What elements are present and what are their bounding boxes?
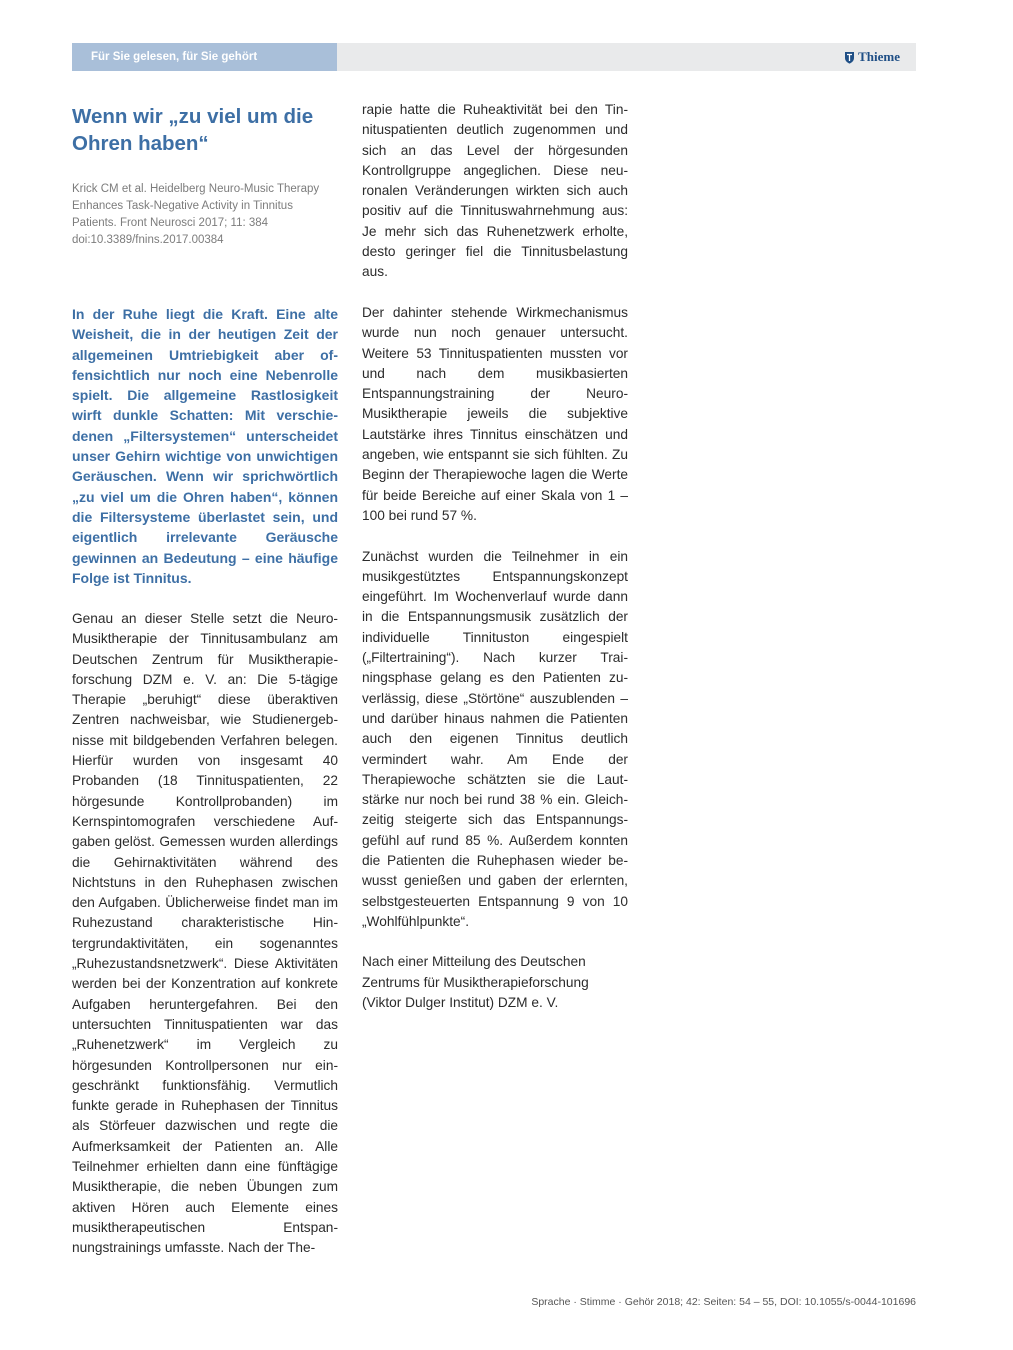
brand-name: Thieme [858, 49, 900, 64]
body-paragraph-2: Der dahinter stehende Wirkmechanismus wurde nun noch genauer untersucht. Weitere 53 Tinnituspatienten mussten vor und nach dem musikbasierten Entspannungstraining der Neuro-Musiktherapie jeweils die subjektive Lautstärke ihres Tinnitus einschätzen und angeben, wie entspannt sie sich fühlten. Zu Beginn der Therapiewoche lagen die Werte für beide Bereiche auf einer Skala von 1 – 100 bei rund 57 %. [362, 304, 628, 523]
publisher-brand [844, 43, 900, 71]
body-paragraph-1-continued: rapie hatte die Ruheaktivität bei den Tinnituspatienten deutlich zugenommen und sich an das Level der hörgesunden Kontrollgruppe angeglichen. Diese neuronalen Veränderungen wirkten sich auch positiv auf die Tinnituswahrnehmung aus: Je mehr sich das Ruhenetzwerk erholte, desto geringer fiel die Tinnitusbelastung aus. [362, 102, 628, 280]
footer-citation: Sprache · Stimme · Gehör 2018; 42: Seiten: 54 – 55, DOI: 10.1055/s-0044-101696 [531, 1296, 916, 1308]
source-note: Nach einer Mitteilung des Deutschen Zentrums für Musiktherapieforschung (Viktor Dulger Institut) DZM e. V. [362, 954, 589, 1011]
article-heading-block [72, 103, 338, 249]
article-lead: In der Ruhe liegt die Kraft. Eine alte Weisheit, die in der heutigen Zeit der allgemeinen Umtriebigkeit aber offensichtlich nur noch eine Nebenrolle spielt. Die allgemeine Rastlosigkeit wirft dunkle Schatten: Mit verschiedenen „Filtersystemen“ unterscheidet unser Gehirn wichtige von unwichtigen Geräuschen. Wenn wir sprichwörtlich „zu viel um die Ohren haben“, können die Filtersysteme überlastet sein, und eigentlich irrelevante Geräusche gewinnen an Bedeutung – eine häufige Folge ist Tinnitus. [72, 306, 338, 586]
article-citation: Krick CM et al. Heidelberg Neuro-Music Therapy Enhances Task-Negative Activity in Tinnitus Patients. Front Neurosci 2017; 11: 384 doi:10.3389/fnins.2017.00384 [72, 183, 320, 246]
article-title: Wenn wir „zu viel um die Ohren haben“ [72, 105, 314, 155]
section-label: Für Sie gelesen, für Sie gehört [72, 43, 337, 71]
body-paragraph-3: Zunächst wurden die Teilnehmer in ein musikgestütztes Entspannungskonzept eingeführt. Im Wochenverlauf wurde dann in die Entspannungsmusik zusätzlich der individuelle Tinnituston eingespielt („Filtertraining“). Nach kurzer Trainingsphase gelang es den Patienten zuverlässig, diese „Störtöne“ auszublenden – und darüber hinaus nahmen die Patienten auch den eigenen Tinnitus deutlich vermindert wahr. Am Ende der Therapiewoche schätzten sie die Lautstärke nur noch bei rund 38 % ein. Gleichzeitig steigerte sich das Entspannungsgefühl auf rund 85 %. Außerdem konnten die Patienten die Ruhephasen wieder bewusst genießen und gaben der erlernten, selbstgesteuerten Entspannung 9 von 10 „Wohlfühlpunkte“. [362, 548, 628, 929]
body-paragraph-1: Genau an dieser Stelle setzt die Neuro-Musiktherapie der Tinnitusambulanz am Deutschen Zentrum für Musiktherapieforschung DZM e. V. an: Die 5-tägige Therapie „beruhigt“ diese überaktiven Zentren nachweisbar, wie Studienergebnisse mit bildgebenden Verfahren belegen. Hierfür wurden von insgesamt 40 Probanden (18 Tinnituspatienten, 22 hörgesunde Kontrollprobanden) im Kernspintomografen verschiedene Aufgaben gelöst. Gemessen wurden allerdings die Gehirnaktivitäten während des Nichtstuns in den Ruhephasen zwischen den Aufgaben. Üblicherweise findet man im Ruhezustand charakteristische Hintergrundaktivitäten, ein sogenanntes „Ruhezustandsnetzwerk“. Diese Aktivitäten werden bei der Konzentration auf konkrete Aufgaben heruntergefahren. Bei den untersuchten Tinnituspatienten war das „Ruhenetzwerk“ im Vergleich zu hörgesunden Kontrollpersonen nur eingeschränkt funktionsfähig. Vermutlich funkte gerade in Ruhephasen der Tinnitus als Störfeuer dazwischen und regte die Aufmerksamkeit der Patienten an. Alle Teilnehmer erhielten dann eine fünftägige Musiktherapie, die neben Übungen zum aktiven Hören auch Elemente eines musiktherapeutischen Entspannungstrainings umfasste. Nach der The- [72, 611, 338, 1256]
body-column-left [72, 609, 338, 1259]
section-header-bar [72, 43, 916, 71]
body-column-middle [362, 100, 628, 1013]
thieme-logo-icon [844, 51, 855, 64]
